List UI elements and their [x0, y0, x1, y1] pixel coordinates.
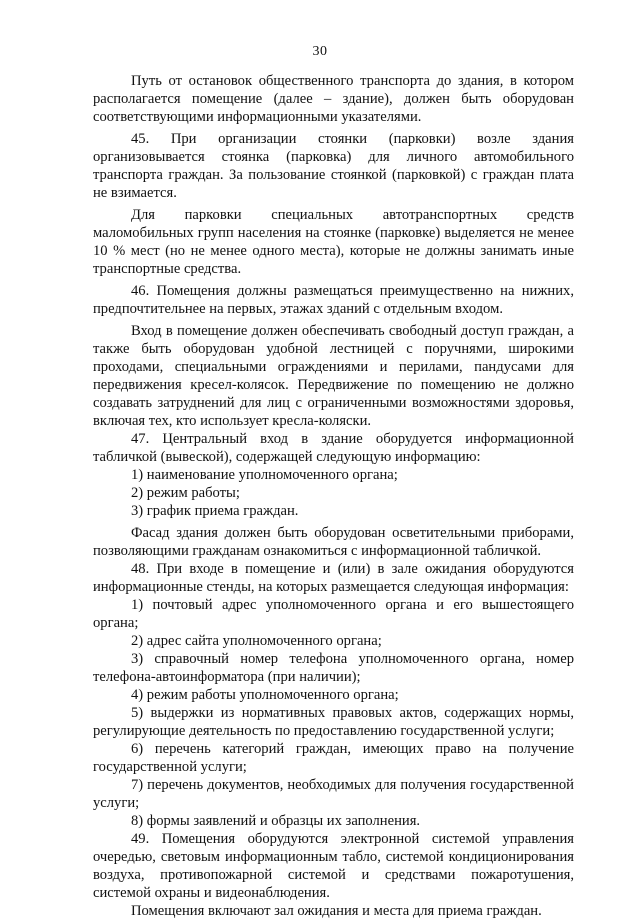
- document-body: [93, 72, 574, 920]
- list-item: 8) формы заявлений и образцы их заполнения.: [131, 813, 421, 829]
- list-item: 4) режим работы уполномоченного органа;: [131, 687, 399, 703]
- list-item: 1) почтовый адрес уполномоченного органа и его вышестоящего органа;: [93, 597, 574, 631]
- list-item: 3) справочный номер телефона уполномоченного органа, номер телефона-автоинформатора (при наличии);: [93, 651, 574, 685]
- page-number: 30: [312, 44, 328, 59]
- paragraph: Фасад здания должен быть оборудован осветительными приборами, позволяющими гражданам ознакомиться с информационной табличкой.: [93, 525, 574, 559]
- paragraph: Помещения включают зал ожидания и места для приема граждан.: [131, 903, 542, 919]
- paragraph-item-46: 46. Помещения должны размещаться преимущественно на нижних, предпочтительнее на первых, этажах зданий с отдельным входом.: [93, 283, 574, 317]
- list-item: 5) выдержки из нормативных правовых актов, содержащих нормы, регулирующие деятельность по предоставлению государственной услуги;: [93, 705, 574, 739]
- list-item: 2) адрес сайта уполномоченного органа;: [131, 633, 382, 649]
- list-item: 6) перечень категорий граждан, имеющих право на получение государственной услуги;: [93, 741, 574, 775]
- paragraph-item-47: 47. Центральный вход в здание оборудуется информационной табличкой (вывеской), содержащей следующую информацию:: [93, 431, 574, 465]
- list-item: 3) график приема граждан.: [131, 503, 299, 519]
- list-item: 7) перечень документов, необходимых для получения государственной услуги;: [93, 777, 574, 811]
- paragraph: Путь от остановок общественного транспорта до здания, в котором располагается помещение (далее – здание), должен быть оборудован соответствующими информационными указателями.: [93, 73, 574, 125]
- paragraph: Вход в помещение должен обеспечивать свободный доступ граждан, а также быть оборудован удобной лестницей с поручнями, широкими проходами, специальными ограждениями и перилами, пандусами для передвижения кресел-колясок. Передвижение по помещению не должно создавать затруднений для лиц с ограниченными возможностями здоровья, включая тех, кто использует кресла-коляски.: [93, 323, 574, 429]
- list-item: 2) режим работы;: [131, 485, 240, 501]
- paragraph-item-45: 45. При организации стоянки (парковки) возле здания организовывается стоянка (парковка) для личного автомобильного транспорта граждан. За пользование стоянкой (парковкой) с граждан плата не взимается.: [93, 131, 574, 201]
- paragraph-item-48: 48. При входе в помещение и (или) в зале ожидания оборудуются информационные стенды, на которых размещается следующая информация:: [93, 561, 574, 595]
- list-item: 1) наименование уполномоченного органа;: [131, 467, 398, 483]
- paragraph-item-49: 49. Помещения оборудуются электронной системой управления очередью, световым информационным табло, системой кондиционирования воздуха, противопожарной системой и средствами пожаротушения, системой охраны и видеонаблюдения.: [93, 831, 574, 901]
- paragraph: Для парковки специальных автотранспортных средств маломобильных групп населения на стоянке (парковке) выделяется не менее 10 % мест (но не менее одного места), которые не должны занимать иные транспортные средства.: [93, 207, 574, 277]
